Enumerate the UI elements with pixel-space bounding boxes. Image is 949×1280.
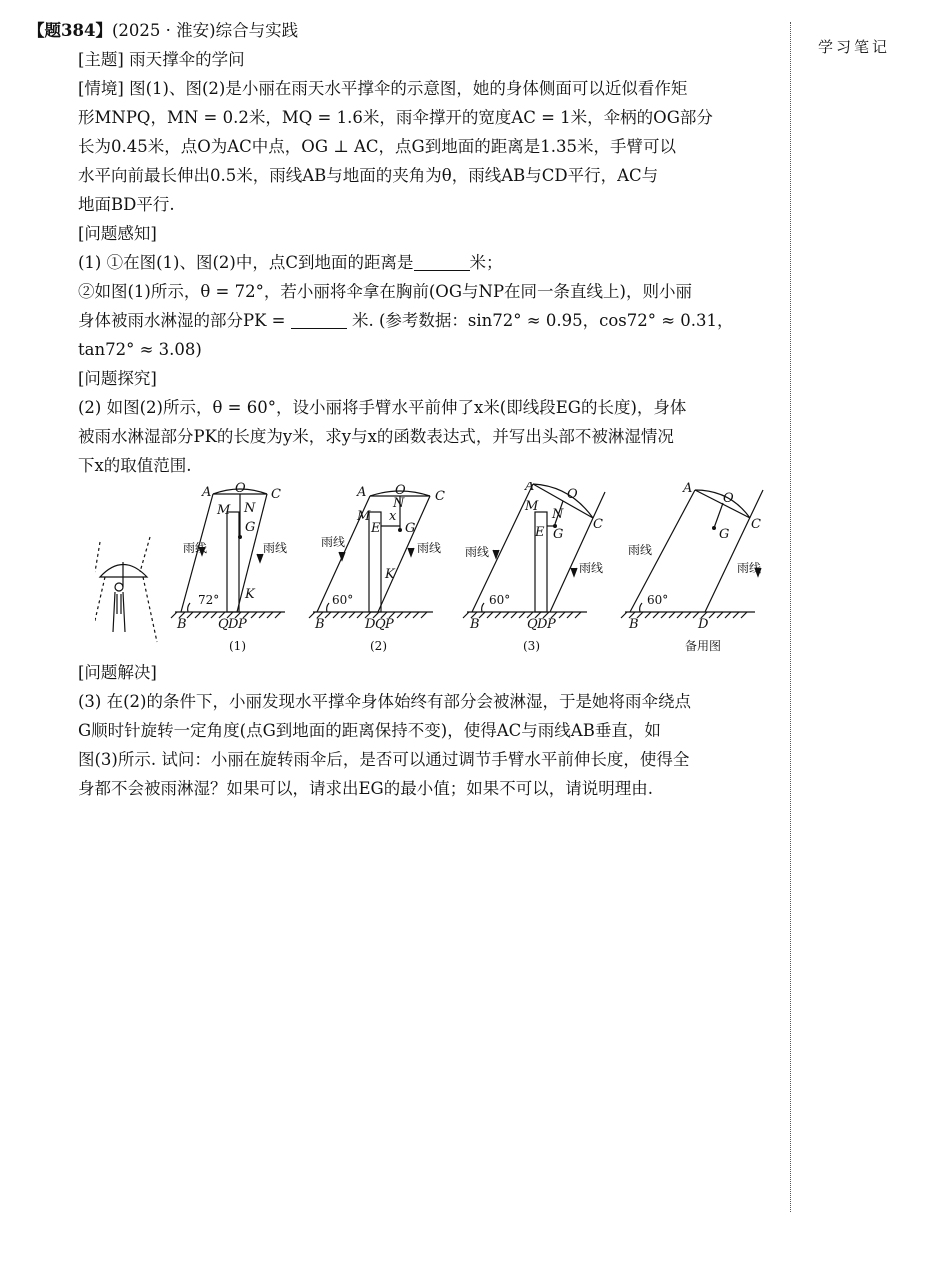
context-line-4: 水平向前最长伸出0.5米，雨线AB与地面的夹角为θ，雨线AB与CD平行，AC与 bbox=[78, 166, 659, 185]
fig4-label-O: O bbox=[723, 491, 734, 506]
fig3-angle: 60° bbox=[489, 593, 511, 607]
fig2-angle: 60° bbox=[332, 593, 354, 607]
caption-4: 备用图 bbox=[685, 639, 722, 653]
fig3-label-M: M bbox=[525, 499, 539, 514]
fig1-rain-right: 雨线 bbox=[263, 541, 288, 555]
fig1-label-D: D bbox=[228, 617, 239, 632]
fig2-label-E: E bbox=[371, 521, 381, 536]
problem-header bbox=[28, 16, 780, 45]
fig3-label-Q: Q bbox=[527, 617, 538, 632]
q1-part2-text: 身体被雨水淋湿的部分PK = bbox=[78, 311, 286, 330]
fig4-label-D: D bbox=[698, 617, 709, 632]
fig2-rain-left: 雨线 bbox=[321, 535, 346, 549]
q2-line-1: (2) 如图(2)所示，θ = 60°，设小丽将手臂水平前伸了x米(即线段EG的长度)，身体 bbox=[78, 398, 687, 417]
fig1-label-B: B bbox=[177, 617, 187, 632]
caption-3: (3) bbox=[523, 639, 540, 653]
fig3-label-O: O bbox=[567, 487, 578, 502]
fig2-label-N: N bbox=[393, 496, 405, 511]
fig1-label-M: M bbox=[217, 503, 231, 518]
fig3-label-C: C bbox=[593, 517, 603, 532]
q1-part1-unit: 米； bbox=[469, 253, 503, 272]
fig3-label-B: B bbox=[470, 617, 480, 632]
figures-row bbox=[95, 482, 775, 662]
fig4-label-G: G bbox=[719, 527, 730, 542]
fig4-label-A: A bbox=[683, 482, 693, 496]
q1-part1-text: (1) ①在图(1)、图(2)中，点C到地面的距离是 bbox=[78, 253, 414, 272]
fig3-label-P: P bbox=[547, 617, 556, 632]
problem-content-2 bbox=[28, 658, 780, 803]
fig2-label-K: K bbox=[385, 567, 395, 582]
section-exploration: [问题探究] bbox=[78, 369, 157, 388]
theme-line: [主题] 雨天撑伞的学问 bbox=[78, 50, 245, 69]
fig3-label-D: D bbox=[537, 617, 548, 632]
fig1-label-G: G bbox=[245, 520, 256, 535]
context-line-2: 形MNPQ，MN = 0.2米，MQ = 1.6米，雨伞撑开的宽度AC = 1米，伞柄的OG部分 bbox=[78, 108, 713, 127]
fig1-label-A: A bbox=[202, 485, 212, 500]
fig3-label-G: G bbox=[553, 527, 564, 542]
q1-part1 bbox=[28, 248, 780, 277]
answer-blank-1[interactable] bbox=[414, 252, 470, 271]
q3-line-4: 身都不会被雨淋湿？如果可以，请求出EG的最小值；如果不可以，请说明理由. bbox=[78, 779, 653, 798]
fig2-label-C: C bbox=[435, 489, 445, 504]
figure-2 bbox=[309, 491, 433, 618]
fig2-rain-right: 雨线 bbox=[417, 541, 442, 555]
fig4-label-B: B bbox=[629, 617, 639, 632]
problem-source: (2025 · 淮安) bbox=[111, 21, 216, 40]
section-solution: [问题解决] bbox=[78, 663, 157, 682]
q1-part2-line-3: tan72° ≈ 3.08) bbox=[78, 340, 202, 359]
fig2-label-Q: Q bbox=[375, 617, 386, 632]
fig3-label-N: N bbox=[552, 507, 564, 522]
caption-1: (1) bbox=[229, 639, 246, 653]
figures-svg bbox=[95, 482, 775, 662]
fig4-label-C: C bbox=[751, 517, 761, 532]
fig1-label-Q: Q bbox=[218, 617, 229, 632]
q3-line-3: 图(3)所示. 试问：小丽在旋转雨伞后，是否可以通过调节手臂水平前伸长度，使得全 bbox=[78, 750, 690, 769]
fig2-label-P: P bbox=[385, 617, 394, 632]
fig4-rain-left: 雨线 bbox=[628, 543, 653, 557]
fig2-label-G: G bbox=[405, 521, 416, 536]
fig2-label-M: M bbox=[357, 509, 371, 524]
fig3-label-E: E bbox=[535, 525, 545, 540]
fig3-rain-left: 雨线 bbox=[465, 545, 490, 559]
fig2-label-B: B bbox=[315, 617, 325, 632]
fig2-label-x: x bbox=[389, 509, 397, 524]
problem-tag: 【题384】 bbox=[28, 21, 112, 40]
q3-line-2: G顺时针旋转一定角度(点G到地面的距离保持不变)，使得AC与雨线AB垂直，如 bbox=[78, 721, 661, 740]
fig1-label-K: K bbox=[245, 587, 255, 602]
fig3-label-A: A bbox=[525, 482, 535, 494]
fig2-label-A: A bbox=[357, 485, 367, 500]
q2-line-2: 被雨水淋湿部分PK的长度为y米，求y与x的函数表达式，并写出头部不被淋湿情况 bbox=[78, 427, 674, 446]
fig1-rain-left: 雨线 bbox=[183, 541, 208, 555]
fig4-rain-right: 雨线 bbox=[737, 561, 762, 575]
q1-part2-line-1: ②如图(1)所示，θ = 72°，若小丽将伞拿在胸前(OG与NP在同一条直线上)，则小丽 bbox=[78, 282, 692, 301]
notes-divider bbox=[790, 22, 791, 1212]
fig1-label-N: N bbox=[244, 501, 256, 516]
caption-2: (2) bbox=[370, 639, 387, 653]
fig2-label-O: O bbox=[395, 483, 406, 498]
q1-part2-ref: 米. (参考数据：sin72° ≈ 0.95，cos72° ≈ 0.31， bbox=[352, 311, 734, 330]
answer-blank-2[interactable] bbox=[291, 310, 347, 329]
q1-part2-line-2 bbox=[28, 306, 780, 335]
problem-content bbox=[28, 16, 780, 480]
person-sketch bbox=[95, 537, 157, 642]
fig3-rain-right: 雨线 bbox=[579, 561, 604, 575]
q2-line-3: 下x的取值范围. bbox=[78, 456, 192, 475]
context-line-5: 地面BD平行. bbox=[78, 195, 175, 214]
fig1-label-O: O bbox=[235, 482, 246, 496]
context-line-3: 长为0.45米，点O为AC中点，OG ⊥ AC，点G到地面的距离是1.35米，手臂可以 bbox=[78, 137, 676, 156]
fig1-label-C: C bbox=[271, 487, 281, 502]
section-perception: [问题感知] bbox=[78, 224, 157, 243]
fig2-label-D: D bbox=[365, 617, 376, 632]
q3-line-1: (3) 在(2)的条件下，小丽发现水平撑伞身体始终有部分会被淋湿，于是她将雨伞绕点 bbox=[78, 692, 691, 711]
problem-type: 综合与实践 bbox=[215, 21, 299, 40]
fig1-angle: 72° bbox=[198, 593, 220, 607]
context-line-1: [情境] 图(1)、图(2)是小丽在雨天水平撑伞的示意图，她的身体侧面可以近似看作矩 bbox=[78, 79, 688, 98]
fig1-label-P: P bbox=[238, 617, 247, 632]
fig4-angle: 60° bbox=[647, 593, 669, 607]
notes-title: 学习笔记 bbox=[818, 38, 891, 56]
